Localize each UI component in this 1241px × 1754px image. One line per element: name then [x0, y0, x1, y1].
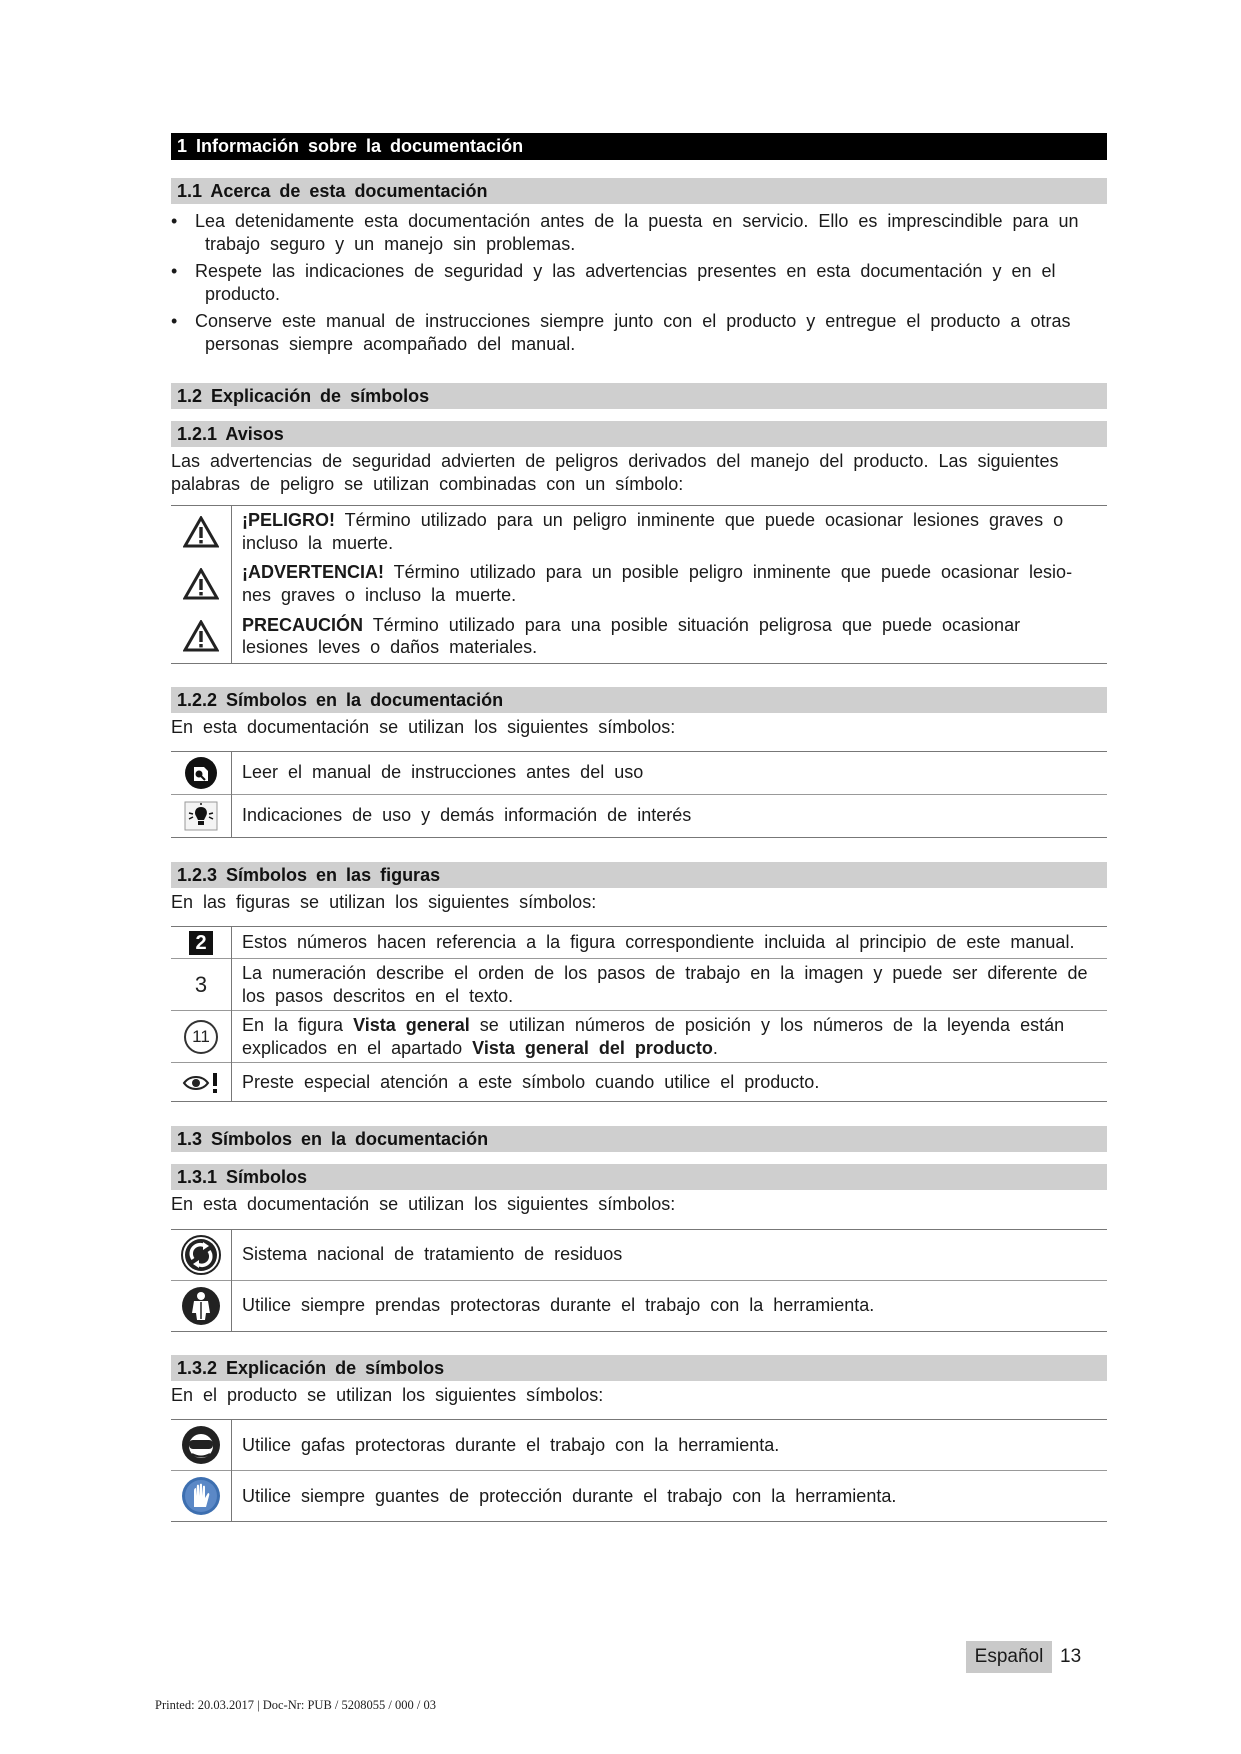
protective-gloves-icon: [171, 1471, 232, 1522]
symbol-text: Leer el manual de instrucciones antes del uso: [232, 751, 1108, 794]
text-line: La numeración describe el orden de los pasos de trabajo en la imagen y puede ser diferente de: [242, 963, 1088, 983]
warnings-table: [171, 505, 1107, 664]
table-row: [171, 506, 1107, 558]
bullet-text-line: producto.: [205, 283, 281, 304]
content: [171, 133, 1107, 1522]
symbol-text: Preste especial atención a este símbolo cuando utilice el producto.: [232, 1063, 1108, 1102]
text-part: En la figura: [242, 1015, 354, 1035]
text-line: nes graves o incluso la muerte.: [242, 584, 517, 605]
safety-goggles-icon: [171, 1420, 232, 1471]
symbol-text: Utilice gafas protectoras durante el trabajo con la herramienta.: [232, 1420, 1108, 1471]
text-part: explicados en el apartado: [242, 1037, 473, 1058]
language-label: Español: [966, 1641, 1052, 1673]
bullet-list: [171, 210, 1107, 355]
signal-word: ¡PELIGRO!: [242, 510, 335, 531]
info-bulb-icon: [171, 794, 232, 837]
section-heading-1-2-3: 1.2.3 Símbolos en las figuras: [171, 862, 1107, 888]
paragraph: En las figuras se utilizan los siguientes símbolos:: [171, 891, 597, 912]
section-heading-1: 1 Información sobre la documentación: [171, 133, 1107, 160]
doc-symbols-table: [171, 751, 1107, 838]
step-number-icon: [171, 959, 232, 1011]
list-item: [171, 260, 1235, 305]
section-heading-1-2-1: 1.2.1 Avisos: [171, 421, 1107, 447]
position-number-icon: [171, 1011, 232, 1063]
table-row: [171, 751, 1107, 794]
symbol-text: Utilice siempre guantes de protección durante el trabajo con la herramienta.: [232, 1471, 1108, 1522]
warning-text: [232, 558, 1108, 610]
warning-triangle-icon: [171, 558, 232, 610]
table-row: [171, 558, 1107, 610]
text-line: los pasos descritos en el texto.: [242, 985, 514, 1006]
text-part: .: [712, 1037, 718, 1058]
text-part: se utilizan números de posición y los números de la leyenda están: [469, 1015, 1065, 1035]
table-row: [171, 1011, 1107, 1063]
protective-clothing-icon: [171, 1280, 232, 1331]
recycling-icon: [171, 1229, 232, 1280]
warning-text: [232, 610, 1108, 664]
section-heading-1-3-2: 1.3.2 Explicación de símbolos: [171, 1355, 1107, 1381]
read-manual-icon: [171, 751, 232, 794]
figure-symbols-table: [171, 926, 1107, 1102]
section-heading-1-3: 1.3 Símbolos en la documentación: [171, 1126, 1107, 1152]
symbol-text: [232, 959, 1108, 1011]
symbol-text: Sistema nacional de tratamiento de residuos: [232, 1229, 1108, 1280]
text-line: Término utilizado para un posible peligro inminente que puede ocasionar lesio-: [384, 562, 1073, 582]
eye-attention-icon: [171, 1063, 232, 1102]
warning-triangle-icon: [171, 506, 232, 558]
symbol-text: Utilice siempre prendas protectoras durante el trabajo con la herramienta.: [232, 1280, 1108, 1331]
text-line: palabras de peligro se utilizan combinadas con un símbolo:: [171, 473, 684, 494]
section-heading-1-2: 1.2 Explicación de símbolos: [171, 383, 1107, 409]
section-heading-1-2-2: 1.2.2 Símbolos en la documentación: [171, 687, 1107, 713]
figure-number-label: 2: [189, 931, 213, 955]
bullet-text-line: trabajo seguro y un manejo sin problemas.: [205, 233, 576, 254]
product-symbols-table: [171, 1419, 1107, 1522]
table-row: [171, 959, 1107, 1011]
paragraph: En esta documentación se utilizan los siguientes símbolos:: [171, 717, 676, 737]
symbol-text: [232, 1011, 1108, 1063]
table-row: [171, 1229, 1107, 1280]
section-heading-1-1: 1.1 Acerca de esta documentación: [171, 178, 1107, 204]
table-row: [171, 1471, 1107, 1522]
figure-number-icon: [171, 927, 232, 959]
signal-word: ¡ADVERTENCIA!: [242, 562, 384, 582]
section-heading-1-3-1: 1.3.1 Símbolos: [171, 1164, 1107, 1190]
table-row: [171, 1063, 1107, 1102]
list-item: [171, 310, 1235, 355]
bullet-text-line: personas siempre acompañado del manual.: [205, 333, 576, 354]
warning-text: [232, 506, 1108, 558]
bullet: •: [171, 261, 178, 281]
position-number-label: 11: [184, 1020, 218, 1054]
warning-triangle-icon: [171, 610, 232, 664]
step-number-label: 3: [194, 971, 208, 997]
list-item: [171, 210, 1235, 255]
text-line: incluso la muerte.: [242, 532, 394, 553]
table-row: [171, 610, 1107, 664]
signal-word: PRECAUCIÓN: [242, 614, 364, 635]
text-line: Término utilizado para un peligro inminente que puede ocasionar lesiones graves o: [335, 510, 1064, 531]
symbol-text: Estos números hacen referencia a la figura correspondiente incluida al principio de este manual.: [232, 927, 1108, 959]
text-line: Las advertencias de seguridad advierten de peligros derivados del manejo del producto. Las siguientes: [171, 451, 1059, 471]
table-row: [171, 1280, 1107, 1331]
text-bold: Vista general: [353, 1015, 470, 1035]
print-info: Printed: 20.03.2017 | Doc-Nr: PUB / 5208055 / 000 / 03: [155, 1698, 436, 1712]
table-row: [171, 794, 1107, 837]
paragraph: [171, 450, 1211, 495]
bullet: •: [171, 211, 178, 231]
bullet-text-line: Respete las indicaciones de seguridad y las advertencias presentes en esta documentación y en el: [195, 261, 1056, 281]
text-line: lesiones leves o daños materiales.: [242, 637, 538, 658]
table-row: [171, 1420, 1107, 1471]
text-bold: Vista general del producto: [472, 1037, 713, 1058]
bullet: •: [171, 311, 178, 331]
page-number: 13: [1060, 1646, 1082, 1667]
bullet-text-line: Conserve este manual de instrucciones siempre junto con el producto y entregue el producto a otras: [195, 311, 1071, 331]
bullet-text-line: Lea detenidamente esta documentación antes de la puesta en servicio. Ello es imprescindible para un: [195, 211, 1079, 231]
text-line: Término utilizado para una posible situación peligrosa que puede ocasionar: [363, 614, 1021, 635]
table-row: [171, 927, 1107, 959]
paragraph: En esta documentación se utilizan los siguientes símbolos:: [171, 1194, 676, 1214]
symbol-text: Indicaciones de uso y demás información de interés: [232, 794, 1108, 837]
paragraph: En el producto se utilizan los siguientes símbolos:: [171, 1384, 604, 1405]
symbols-table: [171, 1229, 1107, 1332]
